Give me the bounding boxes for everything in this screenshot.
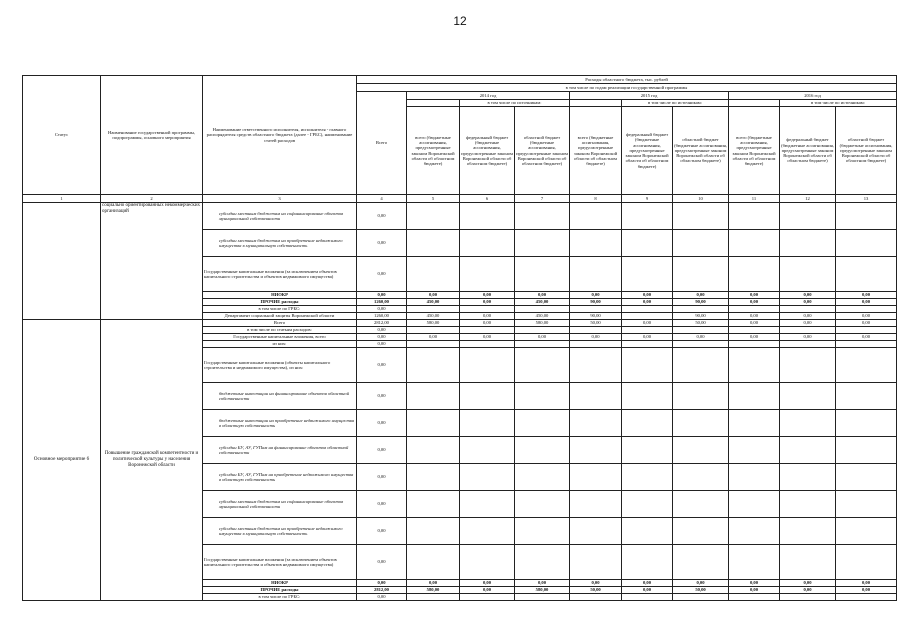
value-cell: 0,00	[357, 491, 407, 518]
value-cell	[407, 327, 460, 334]
value-cell	[515, 257, 570, 292]
value-cell	[622, 437, 673, 464]
value-cell: 0,00	[460, 334, 515, 341]
page-number: 12	[453, 14, 467, 28]
value-cell	[836, 327, 897, 334]
value-cell: 0,00	[673, 292, 729, 299]
header-year-2016: 2016 год	[729, 92, 897, 100]
value-cell	[407, 348, 460, 383]
value-cell	[673, 203, 729, 230]
row-label: Государственные капитальные вложения (объекты капитального строительства и недвижимого имущества), из них:	[203, 348, 357, 383]
header-executor: Наименование ответственного исполнителя, исполнителя - главного распорядителя средств областного бюджета (далее - ГРБС), наименование статей расходов	[203, 76, 357, 195]
value-cell	[780, 257, 836, 292]
value-cell	[780, 230, 836, 257]
header-year-2015: 2015 год	[570, 92, 729, 100]
value-cell	[460, 230, 515, 257]
value-cell: 450,00	[515, 299, 570, 306]
value-cell	[460, 257, 515, 292]
value-cell: 0,00	[357, 464, 407, 491]
value-cell	[622, 594, 673, 601]
value-cell	[622, 464, 673, 491]
value-cell	[407, 383, 460, 410]
value-cell: 0,00	[407, 580, 460, 587]
header-sub-total-2016: всего (бюджетные ассигнования, предусмотренные законом Воронежской области об областном бюджете)	[729, 107, 780, 195]
value-cell: 0,00	[515, 292, 570, 299]
value-cell: 0,00	[780, 320, 836, 327]
value-cell: 0,00	[357, 518, 407, 545]
value-cell: 0,00	[357, 230, 407, 257]
value-cell: 0,00	[460, 587, 515, 594]
value-cell	[515, 327, 570, 334]
header-by-years: в том числе по годам реализации государственной программы	[357, 84, 897, 92]
program-cell: социально ориентированных некоммерческих организаций	[101, 203, 203, 320]
value-cell	[407, 341, 460, 348]
value-cell	[729, 327, 780, 334]
value-cell: 0,00	[570, 292, 622, 299]
value-cell	[622, 410, 673, 437]
value-cell	[460, 594, 515, 601]
section-2-body	[23, 320, 897, 601]
value-cell	[515, 518, 570, 545]
value-cell	[729, 594, 780, 601]
value-cell: 580,00	[515, 320, 570, 327]
value-cell: 0,00	[460, 580, 515, 587]
column-number: 2	[101, 195, 203, 203]
row-label: в том числе по статьям расходов:	[203, 327, 357, 334]
header-sub-regional-2014: областной бюджет (бюджетные ассигнования, предусмотренные законом Воронежской области об областном бюджете)	[515, 107, 570, 195]
value-cell	[570, 410, 622, 437]
column-number-row	[23, 195, 897, 203]
value-cell	[515, 383, 570, 410]
value-cell	[460, 464, 515, 491]
row-label: бюджетные инвестиции на финансирование объектов областной собственности	[203, 383, 357, 410]
value-cell	[622, 313, 673, 320]
value-cell	[673, 410, 729, 437]
value-cell	[780, 341, 836, 348]
value-cell	[570, 327, 622, 334]
value-cell	[622, 341, 673, 348]
value-cell	[836, 491, 897, 518]
value-cell	[780, 203, 836, 230]
value-cell	[515, 306, 570, 313]
value-cell	[570, 230, 622, 257]
value-cell	[673, 594, 729, 601]
value-cell: 0,00	[357, 341, 407, 348]
value-cell: 0,00	[622, 587, 673, 594]
value-cell	[780, 306, 836, 313]
value-cell	[673, 230, 729, 257]
row-label: Государственные капитальные вложения (за исключением объектов капитального строительства и объектов недвижимого имущества)	[203, 545, 357, 580]
value-cell	[836, 257, 897, 292]
value-cell	[515, 594, 570, 601]
column-number: 13	[836, 195, 897, 203]
value-cell: 1260,00	[357, 313, 407, 320]
value-cell	[570, 383, 622, 410]
value-cell	[460, 518, 515, 545]
value-cell: 0,00	[357, 383, 407, 410]
row-label: бюджетные инвестиции на приобретение недвижимого имущества в областную собственность	[203, 410, 357, 437]
value-cell: 0,00	[622, 320, 673, 327]
header-sub-regional-2016: областной бюджет (бюджетные ассигнования, предусмотренные законом Воронежской области об областном бюджете)	[836, 107, 897, 195]
value-cell	[460, 327, 515, 334]
value-cell: 90,00	[673, 299, 729, 306]
column-number: 7	[515, 195, 570, 203]
header-sources-2014: в том числе по источникам:	[460, 100, 570, 107]
value-cell	[515, 464, 570, 491]
value-cell	[673, 464, 729, 491]
value-cell	[515, 348, 570, 383]
value-cell: 0,00	[357, 292, 407, 299]
value-cell: 0,00	[357, 334, 407, 341]
value-cell: 0,00	[357, 410, 407, 437]
value-cell: 0,00	[673, 334, 729, 341]
value-cell: 0,00	[836, 580, 897, 587]
value-cell	[515, 437, 570, 464]
value-cell	[673, 545, 729, 580]
value-cell	[622, 518, 673, 545]
value-cell	[460, 491, 515, 518]
value-cell: 2812,00	[357, 587, 407, 594]
column-number: 8	[570, 195, 622, 203]
value-cell	[515, 545, 570, 580]
value-cell: 2812,00	[357, 320, 407, 327]
value-cell: 0,00	[780, 587, 836, 594]
value-cell: 0,00	[729, 334, 780, 341]
value-cell: 0,00	[407, 334, 460, 341]
program-cell: Повышение гражданской компетентности и политической культуры у населения Воронежской области	[101, 320, 203, 601]
row-label: субсидии местным бюджетам на приобретение недвижимого имущества в муниципальную собственность	[203, 518, 357, 545]
value-cell: 0,00	[460, 299, 515, 306]
value-cell: 0,00	[357, 437, 407, 464]
value-cell: 0,00	[780, 313, 836, 320]
value-cell: 0,00	[570, 334, 622, 341]
value-cell	[515, 410, 570, 437]
value-cell	[729, 518, 780, 545]
header-sub-regional-2015: областной бюджет (бюджетные ассигнования, предусмотренные законом Воронежской области об областном бюджете)	[673, 107, 729, 195]
row-label: в том числе по ГРБС:	[203, 306, 357, 313]
value-cell	[780, 545, 836, 580]
value-cell	[407, 464, 460, 491]
column-number: 9	[622, 195, 673, 203]
column-number: 12	[780, 195, 836, 203]
value-cell	[673, 348, 729, 383]
value-cell	[570, 341, 622, 348]
budget-table	[22, 75, 897, 601]
row-label: Государственные капитальные вложения (за исключением объектов капитального строительства и объектов недвижимого имущества)	[203, 257, 357, 292]
value-cell: 0,00	[460, 320, 515, 327]
value-cell: 0,00	[729, 320, 780, 327]
value-cell	[515, 203, 570, 230]
column-number: 5	[407, 195, 460, 203]
header-sub-total-2015: всего (бюджетные ассигнования, предусмотренные законом Воронежской области об областном бюджете)	[570, 107, 622, 195]
value-cell: 0,00	[729, 292, 780, 299]
value-cell: 580,00	[515, 587, 570, 594]
value-cell: 0,00	[622, 299, 673, 306]
value-cell	[407, 545, 460, 580]
value-cell	[622, 306, 673, 313]
value-cell	[729, 383, 780, 410]
header-expenses-title: Расходы областного бюджета, тыс. рублей	[357, 76, 897, 84]
value-cell: 450,00	[407, 299, 460, 306]
value-cell: 0,00	[357, 580, 407, 587]
value-cell	[570, 257, 622, 292]
value-cell: 0,00	[357, 545, 407, 580]
value-cell	[780, 383, 836, 410]
header-sub-federal-2014: федеральный бюджет (бюджетные ассигнования, предусмотренные законом Воронежской области об областном бюджете)	[460, 107, 515, 195]
value-cell: 0,00	[357, 594, 407, 601]
value-cell: 0,00	[729, 580, 780, 587]
row-label: Всего	[203, 320, 357, 327]
value-cell	[407, 518, 460, 545]
value-cell: 580,00	[407, 320, 460, 327]
value-cell	[729, 341, 780, 348]
value-cell: 0,00	[460, 292, 515, 299]
row-label: из них:	[203, 341, 357, 348]
value-cell	[407, 230, 460, 257]
value-cell: 50,00	[673, 587, 729, 594]
value-cell	[407, 491, 460, 518]
value-cell: 0,00	[836, 334, 897, 341]
value-cell	[570, 594, 622, 601]
value-cell	[673, 306, 729, 313]
value-cell	[407, 594, 460, 601]
row-label: субсидии местным бюджетам на софинансирование объектов муниципальной собственности	[203, 203, 357, 230]
value-cell	[570, 348, 622, 383]
value-cell	[836, 545, 897, 580]
value-cell	[729, 410, 780, 437]
value-cell	[729, 348, 780, 383]
value-cell	[836, 383, 897, 410]
value-cell: 0,00	[357, 306, 407, 313]
value-cell	[836, 464, 897, 491]
column-number: 6	[460, 195, 515, 203]
value-cell	[407, 437, 460, 464]
value-cell: 0,00	[515, 334, 570, 341]
value-cell: 50,00	[570, 587, 622, 594]
value-cell	[515, 230, 570, 257]
header-sub-federal-2015: федеральный бюджет (бюджетные ассигнования, предусмотренные законом Воронежской области об областном бюджете)	[622, 107, 673, 195]
value-cell	[622, 230, 673, 257]
value-cell: 90,00	[570, 299, 622, 306]
value-cell: 0,00	[357, 257, 407, 292]
value-cell	[460, 437, 515, 464]
value-cell	[673, 341, 729, 348]
row-label: субсидии БУ, АУ, ГУПам на приобретение недвижимого имущества в областную собственность	[203, 464, 357, 491]
value-cell	[673, 491, 729, 518]
header-status: Статус	[23, 76, 101, 195]
value-cell	[780, 464, 836, 491]
value-cell	[836, 348, 897, 383]
value-cell: 0,00	[673, 580, 729, 587]
row-label: Департамент социальной защиты Воронежской области	[203, 313, 357, 320]
value-cell	[836, 594, 897, 601]
header-year-2014: 2014 год	[407, 92, 570, 100]
value-cell	[780, 491, 836, 518]
section-1-body	[23, 203, 897, 320]
value-cell	[622, 491, 673, 518]
value-cell	[673, 437, 729, 464]
row-label: субсидии БУ, АУ, ГУПам на финансирование объектов областной собственности	[203, 437, 357, 464]
header-sources-2016: в том числе по источникам:	[780, 100, 897, 107]
header-program: Наименование государственной программы, подпрограммы, основного мероприятия	[101, 76, 203, 195]
value-cell	[622, 383, 673, 410]
table-row	[23, 203, 897, 230]
value-cell	[622, 203, 673, 230]
value-cell	[460, 306, 515, 313]
value-cell	[729, 491, 780, 518]
value-cell	[570, 545, 622, 580]
value-cell: 0,00	[836, 292, 897, 299]
header-sub-federal-2016: федеральный бюджет (бюджетные ассигнования, предусмотренные законом Воронежской области об областном бюджете)	[780, 107, 836, 195]
value-cell	[836, 203, 897, 230]
value-cell	[570, 518, 622, 545]
value-cell: 0,00	[622, 580, 673, 587]
value-cell	[460, 383, 515, 410]
value-cell: 580,00	[407, 587, 460, 594]
value-cell: 0,00	[780, 299, 836, 306]
value-cell	[673, 518, 729, 545]
column-number: 10	[673, 195, 729, 203]
row-label: субсидии местным бюджетам на софинансирование объектов муниципальной собственности	[203, 491, 357, 518]
row-label: НИОКР	[203, 580, 357, 587]
value-cell	[836, 306, 897, 313]
value-cell	[780, 410, 836, 437]
value-cell	[729, 203, 780, 230]
value-cell: 50,00	[673, 320, 729, 327]
value-cell	[460, 545, 515, 580]
value-cell	[515, 491, 570, 518]
value-cell	[407, 257, 460, 292]
value-cell	[622, 348, 673, 383]
value-cell	[729, 230, 780, 257]
value-cell	[780, 348, 836, 383]
value-cell	[570, 203, 622, 230]
value-cell: 0,00	[729, 313, 780, 320]
header-total: Всего	[357, 92, 407, 195]
value-cell	[673, 383, 729, 410]
value-cell: 0,00	[570, 580, 622, 587]
row-label: ПРОЧИЕ расходы	[203, 587, 357, 594]
value-cell	[836, 518, 897, 545]
value-cell	[729, 437, 780, 464]
value-cell: 1260,00	[357, 299, 407, 306]
row-label: НИОКР	[203, 292, 357, 299]
row-label: в том числе по ГРБС:	[203, 594, 357, 601]
value-cell	[836, 437, 897, 464]
value-cell: 50,00	[570, 320, 622, 327]
value-cell	[622, 327, 673, 334]
value-cell	[570, 464, 622, 491]
header-sub-total-2014: всего (бюджетные ассигнования, предусмотренные законом Воронежской области об областном бюджете)	[407, 107, 460, 195]
status-cell	[23, 203, 101, 320]
value-cell	[729, 306, 780, 313]
value-cell: 0,00	[460, 313, 515, 320]
column-number: 4	[357, 195, 407, 203]
value-cell: 0,00	[780, 334, 836, 341]
value-cell	[836, 341, 897, 348]
value-cell: 0,00	[836, 587, 897, 594]
value-cell: 0,00	[357, 327, 407, 334]
value-cell	[729, 545, 780, 580]
value-cell	[836, 410, 897, 437]
value-cell: 0,00	[780, 580, 836, 587]
row-label: субсидии местным бюджетам на приобретение недвижимого имущества в муниципальную собственность	[203, 230, 357, 257]
header-sources-2015: в том числе по источникам:	[622, 100, 729, 107]
value-cell: 0,00	[357, 203, 407, 230]
column-number: 1	[23, 195, 101, 203]
value-cell	[729, 464, 780, 491]
value-cell: 0,00	[515, 580, 570, 587]
value-cell	[836, 230, 897, 257]
row-label: ПРОЧИЕ расходы	[203, 299, 357, 306]
value-cell	[460, 348, 515, 383]
value-cell: 0,00	[407, 292, 460, 299]
value-cell: 0,00	[622, 334, 673, 341]
value-cell: 450,00	[515, 313, 570, 320]
value-cell	[673, 327, 729, 334]
value-cell: 0,00	[622, 292, 673, 299]
value-cell: 0,00	[836, 313, 897, 320]
value-cell: 0,00	[357, 348, 407, 383]
value-cell	[407, 306, 460, 313]
value-cell	[460, 341, 515, 348]
value-cell	[570, 437, 622, 464]
value-cell: 0,00	[729, 299, 780, 306]
value-cell: 0,00	[836, 299, 897, 306]
value-cell: 90,00	[570, 313, 622, 320]
value-cell	[780, 327, 836, 334]
value-cell	[673, 257, 729, 292]
value-cell	[780, 518, 836, 545]
value-cell	[570, 306, 622, 313]
column-number: 11	[729, 195, 780, 203]
value-cell	[515, 341, 570, 348]
value-cell	[780, 594, 836, 601]
value-cell	[460, 410, 515, 437]
value-cell	[622, 545, 673, 580]
status-cell: Основное мероприятие 6	[23, 320, 101, 601]
table-row	[23, 320, 897, 327]
value-cell	[460, 203, 515, 230]
value-cell: 450,00	[407, 313, 460, 320]
value-cell: 0,00	[836, 320, 897, 327]
column-number: 3	[203, 195, 357, 203]
value-cell: 0,00	[780, 292, 836, 299]
value-cell: 90,00	[673, 313, 729, 320]
value-cell	[729, 257, 780, 292]
row-label: Государственные капитальные вложения, всего	[203, 334, 357, 341]
value-cell	[622, 257, 673, 292]
value-cell	[780, 437, 836, 464]
value-cell	[570, 491, 622, 518]
value-cell	[407, 203, 460, 230]
value-cell	[407, 410, 460, 437]
value-cell: 0,00	[729, 587, 780, 594]
